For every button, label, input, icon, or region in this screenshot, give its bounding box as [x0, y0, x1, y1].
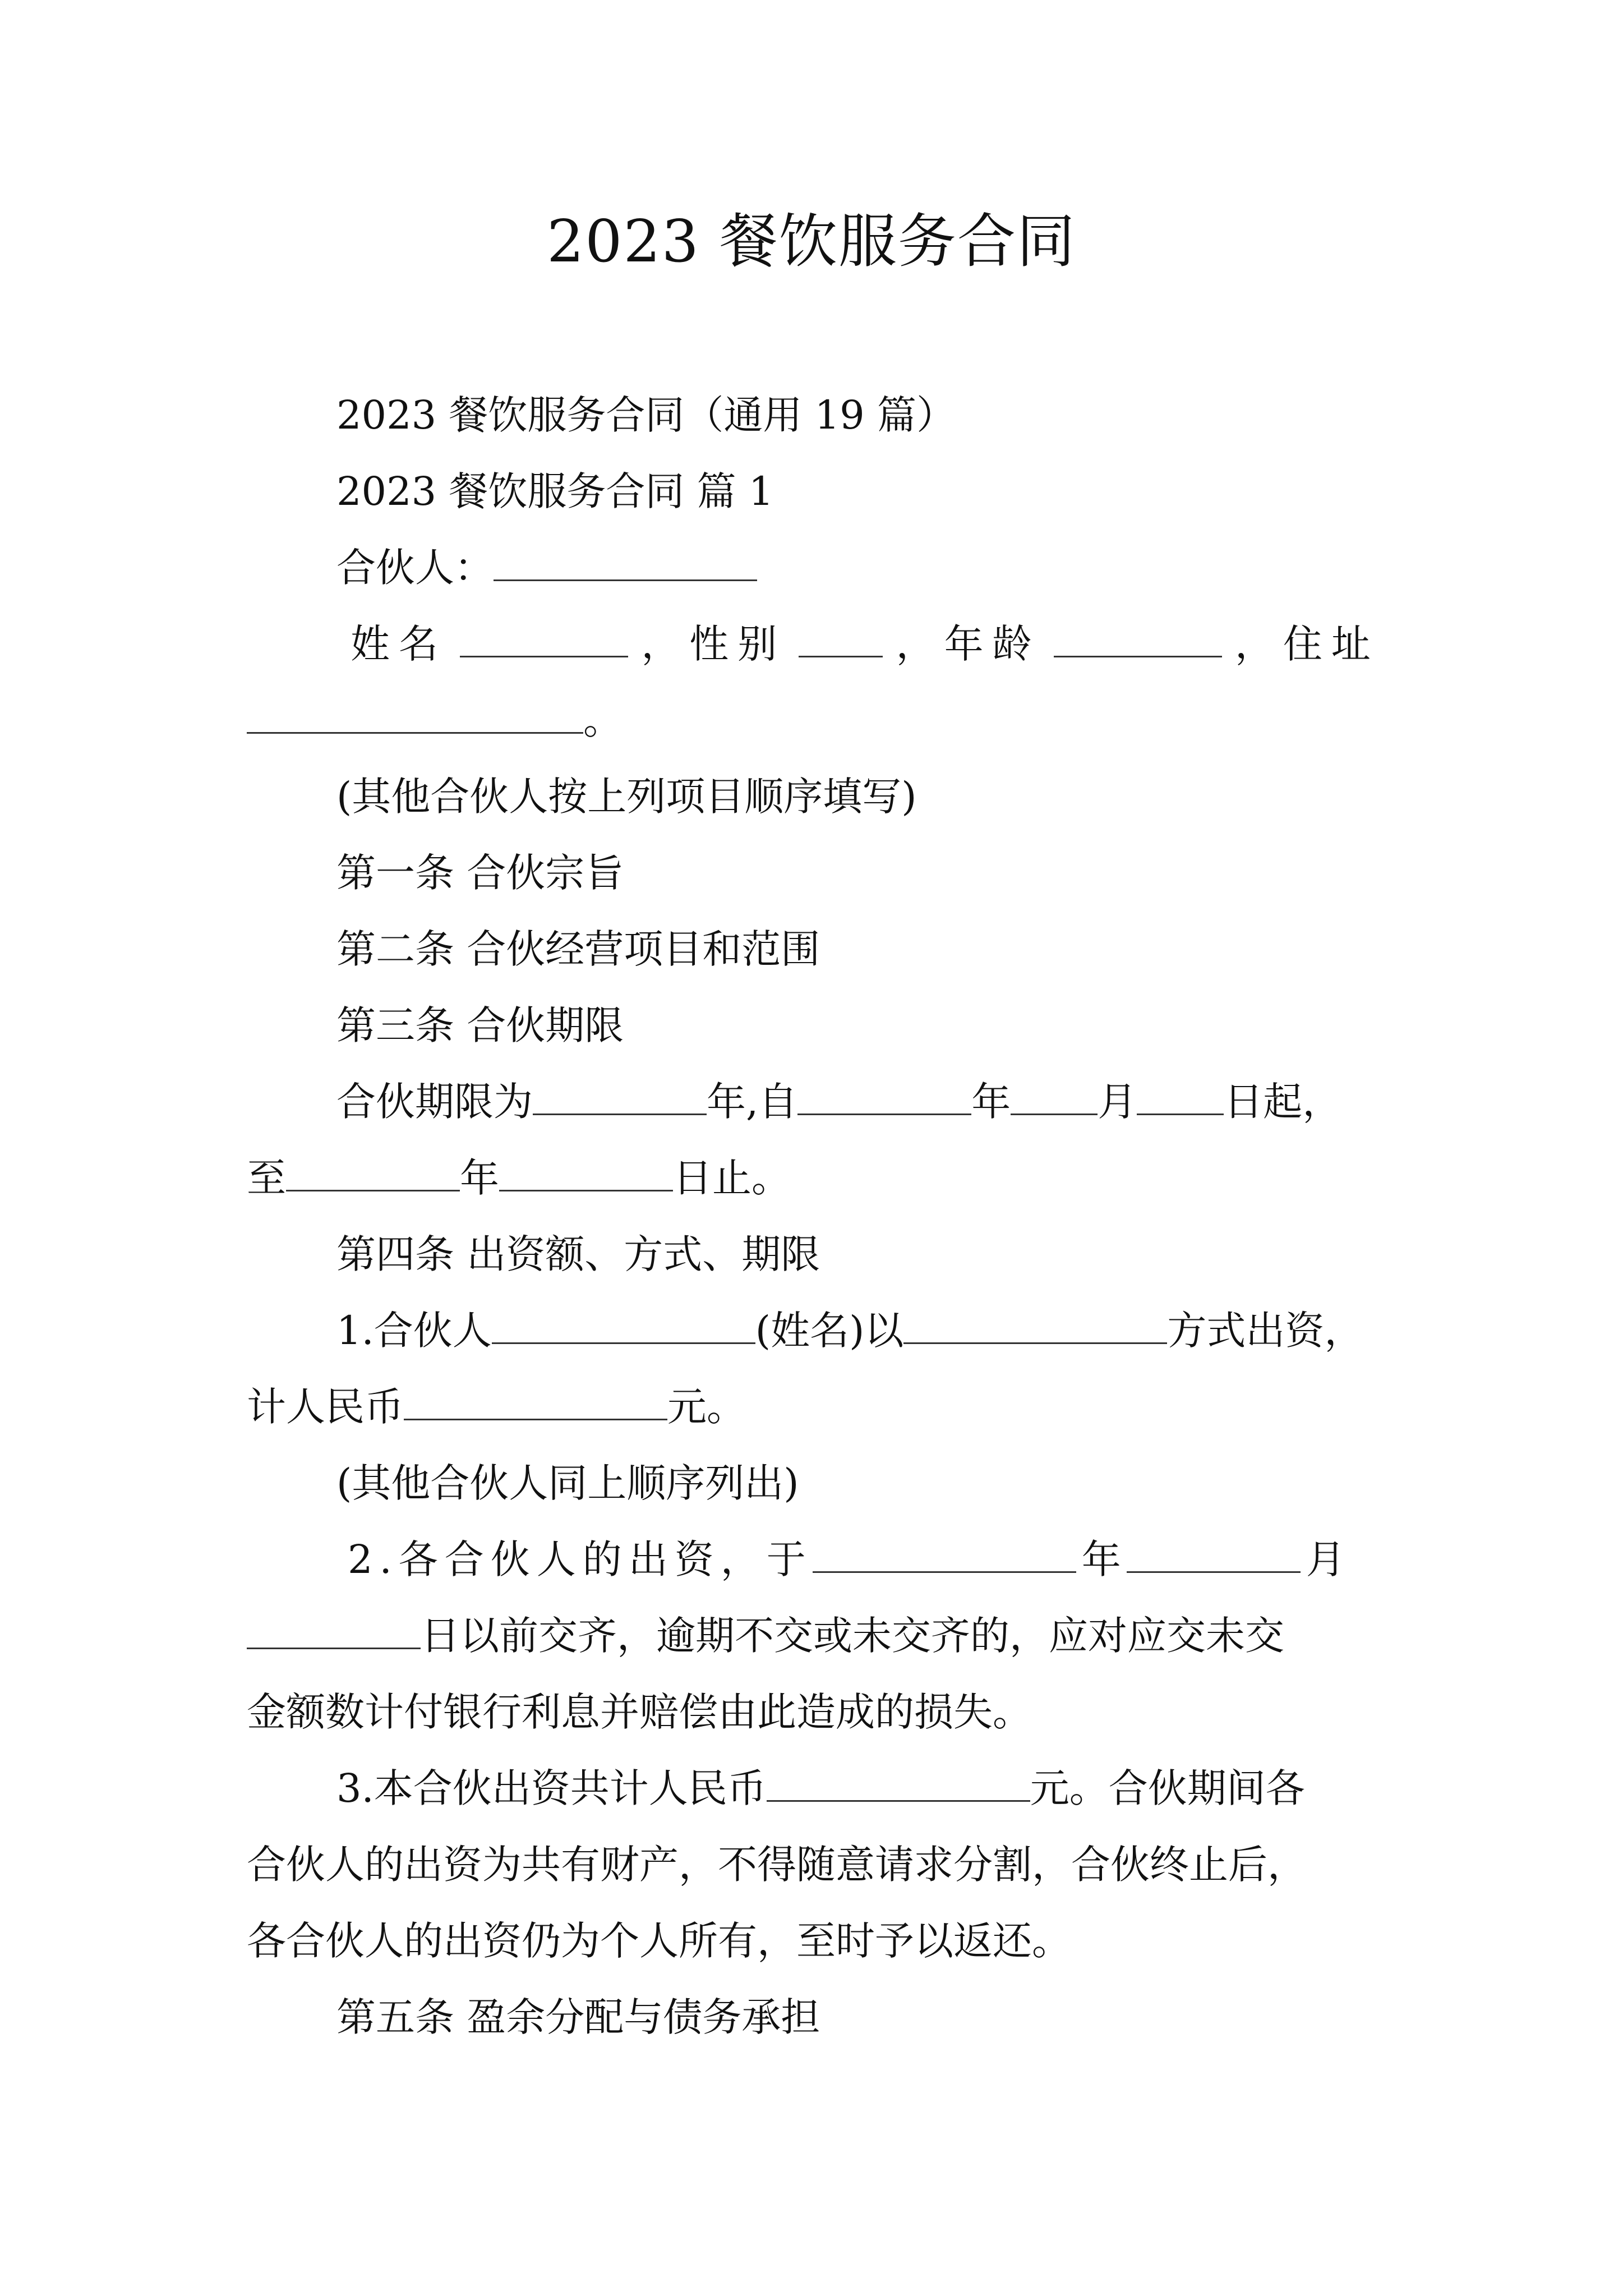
term-text-2: 年,自 [707, 1079, 798, 1125]
other-partners-note: (其他合伙人按上列项目顺序填写) [336, 774, 917, 820]
term-text-1: 合伙期限为 [336, 1079, 533, 1125]
item-3-line-1 [336, 1760, 1305, 1816]
item-1-text-3: 方式出资， [1167, 1308, 1364, 1354]
term-text-4: 月 [1098, 1079, 1137, 1125]
term-end-year-blank [286, 1157, 460, 1191]
term-years-blank [533, 1081, 707, 1115]
article-4-heading: 第四条 出资额、方式、期限 [336, 1231, 820, 1277]
term-start-month-blank [1011, 1081, 1098, 1115]
term-start-year-blank [797, 1081, 971, 1115]
item-1-amount-blank [404, 1386, 667, 1420]
address-label: ，住址 [1234, 621, 1380, 667]
item-3-total-blank [767, 1768, 1030, 1802]
term-line-1 [336, 1074, 1341, 1130]
item-1-text-4: 计人民币 [247, 1384, 404, 1430]
item-2-text-2: 年 [1081, 1536, 1121, 1582]
item-3-line-3: 各合伙人的出资仍为个人所有，至时予以返还。 [247, 1918, 1071, 1964]
chapter-heading: 2023 餐饮服务合同 篇 1 [336, 468, 774, 514]
term-text-8: 日止。 [673, 1155, 791, 1201]
item-1-text-1: 1.合伙人 [336, 1308, 492, 1354]
item-3-line-2: 合伙人的出资为共有财产，不得随意请求分割，合伙终止后， [247, 1842, 1307, 1888]
personal-info-line [351, 616, 1380, 672]
item-1-line-1 [336, 1303, 1363, 1359]
article-2-heading: 第二条 合伙经营项目和范围 [336, 926, 820, 972]
term-line-2 [247, 1150, 791, 1206]
address-line [247, 692, 623, 748]
partner-blank [494, 547, 757, 581]
gender-blank [799, 623, 883, 657]
item-3-text-2: 元。合伙期间各 [1030, 1765, 1305, 1811]
term-text-3: 年 [971, 1079, 1011, 1125]
item-2-line-1 [348, 1531, 1345, 1588]
partner-label: 合伙人： [336, 545, 494, 591]
name-blank [460, 623, 628, 657]
document-title: 2023 餐饮服务合同 [547, 207, 1076, 275]
item-2-year-blank [813, 1539, 1076, 1573]
item-1-line-2 [247, 1379, 746, 1435]
age-label: ，年龄 [896, 621, 1041, 667]
term-start-day-blank [1137, 1081, 1224, 1115]
item-3-text-1: 3.本合伙出资共计人民币 [336, 1765, 767, 1811]
document-subtitle: 2023 餐饮服务合同（通用 19 篇） [336, 392, 956, 438]
item-2-text-1: 2.各合伙人的出资，于 [348, 1536, 813, 1582]
item-2-line-3: 金额数计付银行利息并赔偿由此造成的损失。 [247, 1689, 1032, 1735]
other-partners-note-2: (其他合伙人同上顺序列出) [336, 1460, 799, 1506]
article-1-heading: 第一条 合伙宗旨 [336, 850, 624, 896]
item-1-text-5: 元。 [667, 1384, 746, 1430]
term-text-5: 日起， [1224, 1079, 1342, 1125]
item-2-day-blank [247, 1615, 421, 1649]
item-2-text-4: 日以前交齐，逾期不交或未交齐的，应对应交未交 [421, 1613, 1284, 1659]
item-2-text-3: 月 [1306, 1536, 1345, 1582]
address-end: 。 [583, 697, 623, 743]
partner-line [336, 540, 757, 596]
item-1-method-blank [903, 1310, 1167, 1344]
age-blank [1054, 623, 1222, 657]
item-2-month-blank [1127, 1539, 1301, 1573]
name-label: 姓名 [351, 621, 447, 667]
term-text-7: 年 [460, 1155, 499, 1201]
term-end-day-blank [499, 1157, 673, 1191]
address-blank [247, 700, 583, 734]
term-text-6: 至 [247, 1155, 286, 1201]
article-5-heading: 第五条 盈余分配与债务承担 [336, 1994, 820, 2040]
gender-label: ，性别 [641, 621, 786, 667]
article-3-heading: 第三条 合伙期限 [336, 1002, 624, 1048]
item-2-line-2 [247, 1608, 1284, 1664]
item-1-partner-blank [492, 1310, 755, 1344]
item-1-text-2: (姓名)以 [755, 1308, 904, 1354]
